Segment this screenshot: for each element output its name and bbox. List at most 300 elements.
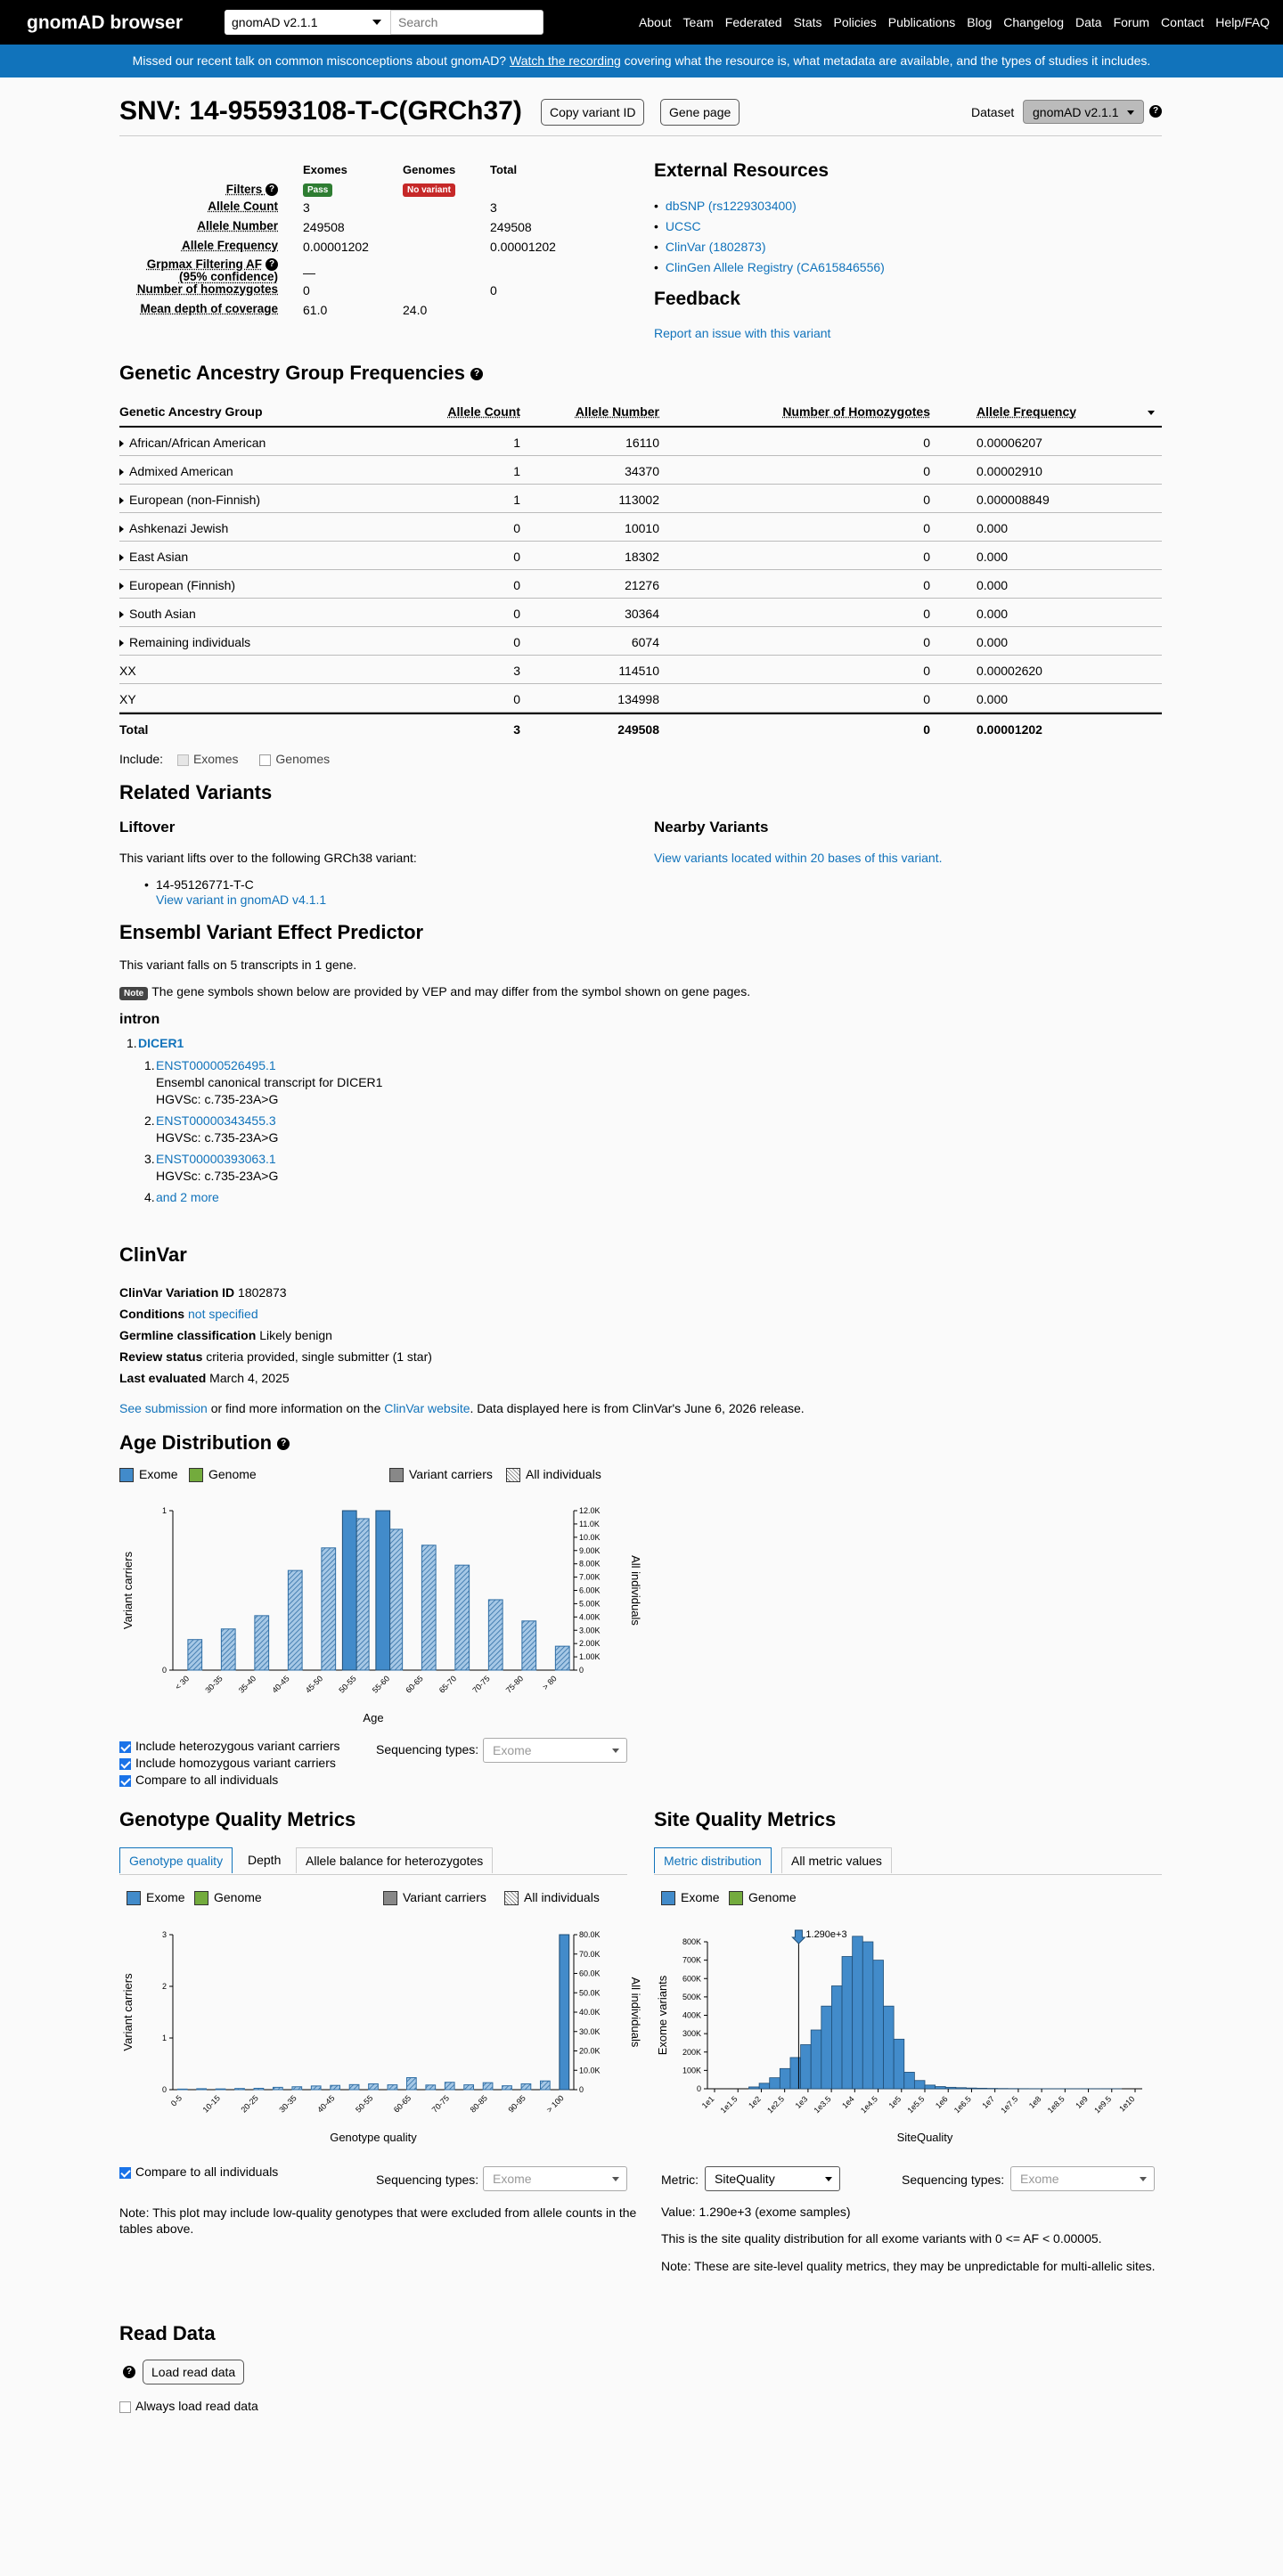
sort-desc-icon[interactable] bbox=[1148, 411, 1155, 415]
include-exomes-label: Exomes bbox=[192, 752, 239, 766]
allele-number-cell: 16110 bbox=[625, 436, 659, 450]
site-quality-bar bbox=[831, 1986, 842, 2090]
nearby-variants-link[interactable]: View variants located within 20 bases of this variant. bbox=[654, 851, 943, 865]
gene-number: 1. bbox=[127, 1036, 137, 1050]
filters-label bbox=[226, 183, 278, 196]
y2-tick-label: 70.0K bbox=[579, 1949, 601, 1959]
x-tick-label: 1e5.5 bbox=[905, 2094, 927, 2115]
clinvar-title: ClinVar bbox=[119, 1243, 187, 1266]
report-issue-link[interactable]: Report an issue with this variant bbox=[654, 326, 831, 340]
expand-arrow-icon[interactable] bbox=[119, 554, 124, 561]
clinvar-website-link[interactable]: ClinVar website bbox=[384, 1401, 470, 1415]
y2-tick-label: 12.0K bbox=[579, 1506, 601, 1515]
x-tick-label: 50-55 bbox=[354, 2093, 375, 2115]
all-individuals-bar bbox=[522, 1621, 536, 1670]
table-row[interactable] bbox=[119, 542, 1162, 570]
x-tick-label: 40-45 bbox=[270, 1674, 291, 1695]
transcript-number: 2. bbox=[144, 1113, 155, 1128]
expand-arrow-icon[interactable] bbox=[119, 497, 124, 504]
site-quality-bar bbox=[936, 2087, 946, 2089]
nav-link-help-faq[interactable]: Help/FAQ bbox=[1215, 15, 1270, 29]
y-tick-label: 3 bbox=[161, 1930, 167, 1939]
allele-number-cell: 134998 bbox=[617, 692, 659, 706]
brand-logo[interactable]: gnomAD browser bbox=[27, 12, 184, 33]
x-tick-label: 1e7.5 bbox=[999, 2094, 1020, 2115]
feedback-title: Feedback bbox=[654, 289, 740, 309]
y-tick-label: 0 bbox=[161, 1666, 167, 1675]
gq-compare-option[interactable] bbox=[119, 2164, 278, 2179]
seq-types-select[interactable] bbox=[1010, 2166, 1155, 2191]
legend-all-individuals bbox=[504, 1890, 600, 1905]
legend-genome-label: Genome bbox=[748, 1890, 797, 1904]
nav-link-about[interactable]: About bbox=[638, 15, 672, 29]
x-tick-label: 75-80 bbox=[503, 1674, 526, 1695]
group-name: Total bbox=[119, 722, 149, 737]
all-individuals-bar bbox=[274, 2087, 283, 2090]
y2-tick-label: 8.00K bbox=[579, 1559, 601, 1569]
site-quality-bar bbox=[977, 2088, 987, 2089]
group-cell bbox=[119, 464, 233, 478]
allele-number-cell: 113002 bbox=[618, 493, 659, 507]
site-quality-bar bbox=[842, 1957, 853, 2090]
y-axis-label: Exome variants bbox=[656, 1975, 669, 2056]
summary-exomes-value: 61.0 bbox=[303, 303, 328, 317]
y-tick-label: 0 bbox=[161, 2085, 167, 2094]
y-tick-label: 500K bbox=[682, 1992, 701, 2001]
allele-count-cell: 0 bbox=[513, 521, 520, 535]
x-tick-label: 1e5 bbox=[887, 2094, 903, 2111]
y2-tick-label: 10.0K bbox=[579, 2066, 601, 2075]
all-individuals-bar bbox=[421, 1545, 436, 1670]
table-row bbox=[119, 656, 1162, 684]
group-cell bbox=[119, 607, 196, 621]
expand-arrow-icon[interactable] bbox=[119, 469, 124, 476]
all-individuals-bar bbox=[483, 2083, 493, 2090]
include-genomes-option[interactable] bbox=[259, 752, 330, 766]
all-individuals-bar bbox=[541, 2081, 551, 2090]
x-tick-label: 50-55 bbox=[337, 1674, 358, 1695]
homozygotes-cell: 0 bbox=[923, 493, 930, 507]
allele-frequency-cell: 0.000 bbox=[977, 550, 1009, 564]
x-tick-label: 60-65 bbox=[391, 2093, 413, 2115]
genome-filter-badge: No variant bbox=[403, 183, 455, 197]
y2-tick-label: 80.0K bbox=[579, 1930, 601, 1939]
group-name: East Asian bbox=[129, 550, 189, 564]
table-header-row bbox=[119, 403, 1162, 428]
allele-number-cell: 10010 bbox=[625, 521, 659, 535]
y2-tick-label: 5.00K bbox=[579, 1599, 601, 1609]
banner-text: Missed our recent talk on common misconceptions about gnomAD? bbox=[132, 53, 507, 68]
dataset-dropdown[interactable] bbox=[1023, 100, 1144, 124]
seq-types-select[interactable] bbox=[483, 1738, 627, 1763]
x-tick-label: 70-75 bbox=[470, 1674, 492, 1695]
dataset-label: Dataset bbox=[971, 105, 1015, 119]
group-cell bbox=[119, 436, 266, 450]
tab-underline bbox=[654, 1874, 1162, 1875]
help-icon[interactable]: ? bbox=[123, 2366, 135, 2378]
all-individuals-bar bbox=[288, 1570, 302, 1670]
allele-count-cell: 0 bbox=[513, 607, 520, 621]
x-tick-label: 1e2 bbox=[747, 2094, 763, 2111]
summary-label bbox=[137, 283, 278, 296]
site-quality-bar bbox=[925, 2085, 936, 2089]
load-read-data-button[interactable]: Load read data bbox=[143, 2360, 244, 2384]
site-quality-bar bbox=[862, 1942, 873, 2089]
legend-swatch-carriers bbox=[383, 1891, 397, 1905]
legend-genome bbox=[194, 1890, 262, 1905]
allele-frequency-cell: 0.000008849 bbox=[977, 493, 1050, 507]
transcript-link[interactable]: ENST00000393063.1 bbox=[156, 1152, 276, 1166]
chevron-down-icon bbox=[1140, 2177, 1147, 2181]
y2-tick-label: 2.00K bbox=[579, 1639, 601, 1649]
clinvar-field-value: March 4, 2025 bbox=[209, 1371, 290, 1385]
th-allele-number[interactable]: Allele Number bbox=[575, 404, 659, 419]
gq-note: Note: This plot may include low-quality genotypes that were excluded from allele counts in the tables above. bbox=[119, 2205, 637, 2236]
homozygotes-cell: 0 bbox=[923, 635, 930, 649]
include-exomes-checkbox[interactable] bbox=[177, 754, 189, 766]
filters-label-text: Filters bbox=[225, 183, 263, 196]
external-link-item bbox=[654, 196, 885, 216]
opt-compare-all[interactable] bbox=[119, 1772, 340, 1789]
hgvsc-text: HGVSc: c.735-23A>G bbox=[156, 1169, 279, 1183]
clinvar-field bbox=[119, 1328, 332, 1342]
value-marker-arrow-icon bbox=[792, 1930, 805, 1944]
homozygotes-cell: 0 bbox=[923, 550, 930, 564]
all-individuals-bar bbox=[355, 1519, 369, 1670]
tab-metric-distribution[interactable]: Metric distribution bbox=[654, 1847, 772, 1873]
all-individuals-bar bbox=[177, 2089, 187, 2090]
site-quality-bar bbox=[759, 2083, 770, 2089]
summary-label-text: Grpmax Filtering AF bbox=[146, 257, 262, 271]
nav-link-federated[interactable]: Federated bbox=[724, 15, 782, 29]
clinvar-field-key: Conditions bbox=[119, 1307, 185, 1321]
sq-value-line: Value: 1.290e+3 (exome samples) bbox=[661, 2205, 851, 2219]
x-tick-label: 1e10 bbox=[1117, 2094, 1137, 2114]
y2-tick-label: 10.0K bbox=[579, 1532, 601, 1542]
table-row bbox=[119, 684, 1162, 713]
table-row[interactable] bbox=[119, 599, 1162, 627]
include-exomes-option[interactable] bbox=[177, 752, 239, 766]
nav-link-policies[interactable]: Policies bbox=[833, 15, 877, 29]
expand-arrow-icon[interactable] bbox=[119, 440, 124, 447]
clinvar-field-key: Germline classification bbox=[119, 1328, 257, 1342]
ancestry-title bbox=[119, 362, 483, 385]
all-individuals-bar bbox=[197, 2089, 207, 2090]
th-homozygotes[interactable]: Number of Homozygotes bbox=[782, 404, 930, 419]
help-icon[interactable]: ? bbox=[470, 368, 483, 380]
x-tick-label: > 80 bbox=[541, 1674, 559, 1692]
seq-types-label: Sequencing types: bbox=[376, 2172, 479, 2187]
homozygotes-cell: 0 bbox=[923, 692, 930, 706]
homozygotes-cell: 0 bbox=[923, 722, 930, 737]
vep-summary: This variant falls on 5 transcripts in 1 gene. bbox=[119, 958, 357, 972]
allele-frequency-cell: 0.000 bbox=[977, 635, 1009, 649]
bullet: • bbox=[654, 199, 658, 213]
y-axis-label: Variant carriers bbox=[121, 1973, 135, 2051]
chevron-down-icon bbox=[1127, 110, 1134, 115]
gq-chart bbox=[119, 1915, 654, 2148]
age-distribution-title bbox=[119, 1431, 290, 1455]
chevron-down-icon bbox=[612, 2177, 619, 2181]
announcement-banner bbox=[0, 45, 1283, 77]
opt-heterozygous[interactable] bbox=[119, 1738, 340, 1755]
clinvar-release-text: . Data displayed here is from ClinVar's June 6, 2026 release. bbox=[470, 1401, 805, 1415]
summary-exomes-value: — bbox=[303, 265, 315, 280]
x-tick-label: > 100 bbox=[544, 2093, 566, 2115]
summary-label bbox=[197, 220, 278, 232]
always-load-option[interactable] bbox=[119, 2399, 258, 2413]
external-link[interactable]: UCSC bbox=[665, 219, 701, 233]
homozygotes-cell: 0 bbox=[923, 464, 930, 478]
external-link[interactable]: dbSNP (rs1229303400) bbox=[665, 199, 797, 213]
checkbox[interactable] bbox=[119, 1758, 131, 1770]
allele-number-cell: 114510 bbox=[618, 664, 659, 678]
gene-page-button[interactable]: Gene page bbox=[660, 99, 740, 126]
nav-link-publications[interactable]: Publications bbox=[887, 15, 956, 29]
allele-number-cell: 30364 bbox=[625, 607, 659, 621]
expand-arrow-icon[interactable] bbox=[119, 640, 124, 647]
legend-swatch-exome bbox=[661, 1891, 675, 1905]
y2-tick-label: 40.0K bbox=[579, 2008, 601, 2017]
group-cell bbox=[119, 550, 188, 564]
see-submission-link[interactable]: See submission bbox=[119, 1401, 208, 1415]
table-row[interactable] bbox=[119, 513, 1162, 542]
dataset-select-value: gnomAD v2.1.1 bbox=[232, 15, 318, 29]
site-quality-bar bbox=[811, 2030, 821, 2089]
x-tick-label: 1e1 bbox=[699, 2094, 716, 2111]
table-row[interactable] bbox=[119, 627, 1162, 656]
y2-tick-label: 0 bbox=[579, 1666, 584, 1675]
table-row[interactable] bbox=[119, 570, 1162, 599]
x-tick-label: 90-95 bbox=[506, 2093, 527, 2115]
all-individuals-bar bbox=[521, 2083, 531, 2090]
sq-note: Note: These are site-level quality metrics, they may be unpredictable for multi-allelic sites. bbox=[661, 2259, 1156, 2273]
seq-types-select[interactable] bbox=[483, 2166, 627, 2191]
site-quality-bar bbox=[966, 2088, 977, 2089]
allele-count-cell: 3 bbox=[513, 722, 520, 737]
liftover-title: Liftover bbox=[119, 819, 176, 836]
help-icon[interactable]: ? bbox=[266, 183, 278, 196]
x-tick-label: 35-40 bbox=[236, 1674, 258, 1695]
legend-exome bbox=[661, 1890, 720, 1905]
transcript-link[interactable]: ENST00000343455.3 bbox=[156, 1113, 276, 1128]
site-quality-bar bbox=[853, 1936, 863, 2089]
y-tick-label: 100K bbox=[682, 2066, 701, 2075]
x-tick-label: 1e6.5 bbox=[952, 2094, 973, 2115]
x-tick-label: 1e2.5 bbox=[765, 2094, 787, 2115]
external-link[interactable]: ClinVar (1802873) bbox=[665, 240, 766, 254]
summary-total-value: 0.00001202 bbox=[490, 240, 556, 254]
all-individuals-bar bbox=[388, 2085, 397, 2090]
all-individuals-bar bbox=[349, 2084, 359, 2090]
group-name: XY bbox=[119, 692, 136, 706]
nav-link-contact[interactable]: Contact bbox=[1161, 15, 1205, 29]
th-allele-count[interactable]: Allele Count bbox=[447, 404, 520, 419]
summary-genomes-value: 24.0 bbox=[403, 303, 428, 317]
x-tick-label: 1e1.5 bbox=[718, 2094, 740, 2115]
nav-link-data[interactable]: Data bbox=[1075, 15, 1102, 29]
age-chart bbox=[119, 1496, 654, 1728]
all-individuals-bar bbox=[292, 2087, 302, 2090]
variant-summary-table bbox=[119, 160, 654, 347]
bullet: • bbox=[654, 240, 658, 254]
summary-label bbox=[147, 258, 278, 283]
x-tick-label: 55-60 bbox=[370, 1674, 392, 1695]
copy-variant-id-button[interactable]: Copy variant ID bbox=[541, 99, 644, 126]
hgvsc-text: HGVSc: c.735-23A>G bbox=[156, 1130, 279, 1145]
homozygotes-cell: 0 bbox=[923, 664, 930, 678]
gq-compare-label: Compare to all individuals bbox=[135, 2164, 279, 2179]
chevron-down-icon bbox=[372, 20, 381, 25]
checkbox[interactable] bbox=[119, 1775, 131, 1787]
liftover-bullet: • bbox=[144, 877, 149, 892]
all-individuals-bar bbox=[311, 2086, 321, 2090]
summary-total-value: 3 bbox=[490, 200, 497, 215]
ancestry-title-text: Genetic Ancestry Group Frequencies bbox=[119, 362, 465, 384]
clinvar-field bbox=[119, 1285, 287, 1300]
x-axis-label: SiteQuality bbox=[896, 2131, 953, 2144]
opt-label: Include homozygous variant carriers bbox=[135, 1756, 336, 1770]
y2-tick-label: 9.00K bbox=[579, 1545, 601, 1555]
value-marker-label: 1.290e+3 bbox=[805, 1929, 847, 1940]
allele-count-cell: 0 bbox=[513, 692, 520, 706]
y2-tick-label: 11.0K bbox=[579, 1519, 600, 1528]
group-name: Admixed American bbox=[129, 464, 233, 478]
tab-genotype-quality[interactable]: Genotype quality bbox=[119, 1847, 233, 1873]
clinvar-field-value[interactable]: not specified bbox=[188, 1307, 258, 1321]
site-quality-bar bbox=[904, 2072, 915, 2089]
dataset-select[interactable] bbox=[225, 10, 390, 35]
liftover-link[interactable]: View variant in gnomAD v4.1.1 bbox=[156, 893, 327, 907]
all-individuals-bar bbox=[555, 1646, 569, 1670]
show-more-transcripts-link[interactable]: and 2 more bbox=[156, 1190, 219, 1204]
read-data-title: Read Data bbox=[119, 2322, 216, 2344]
th-allele-frequency[interactable]: Allele Frequency bbox=[977, 404, 1077, 419]
help-icon[interactable]: ? bbox=[1149, 105, 1162, 118]
bullet: • bbox=[654, 219, 658, 233]
site-quality-bar bbox=[884, 2006, 895, 2089]
vep-note bbox=[119, 984, 750, 1000]
top-navbar bbox=[0, 0, 1283, 45]
clinvar-footer-text: or find more information on the bbox=[207, 1401, 385, 1415]
y2-tick-label: 20.0K bbox=[579, 2046, 601, 2056]
nav-link-blog[interactable]: Blog bbox=[967, 15, 993, 29]
related-variants-title: Related Variants bbox=[119, 781, 273, 803]
canonical-note: Ensembl canonical transcript for DICER1 bbox=[156, 1075, 383, 1089]
legend-exome-label: Exome bbox=[139, 1467, 178, 1481]
vep-title: Ensembl Variant Effect Predictor bbox=[119, 921, 424, 943]
banner-link[interactable]: Watch the recording bbox=[510, 53, 621, 68]
external-link[interactable]: ClinGen Allele Registry (CA615846556) bbox=[665, 260, 885, 274]
nav-link-forum[interactable]: Forum bbox=[1113, 15, 1150, 29]
banner-text-end: covering what the resource is, what metadata are available, and the types of studies it includes. bbox=[624, 53, 1151, 68]
search-input[interactable] bbox=[390, 10, 543, 35]
transcript-link[interactable]: ENST00000526495.1 bbox=[156, 1058, 276, 1072]
x-tick-label: 70-75 bbox=[429, 2093, 452, 2115]
legend-swatch-hatched bbox=[504, 1891, 519, 1905]
tab-allele-balance[interactable]: Allele balance for heterozygotes bbox=[296, 1847, 493, 1873]
opt-homozygous[interactable] bbox=[119, 1755, 340, 1772]
dataset-dropdown-value: gnomAD v2.1.1 bbox=[1033, 105, 1119, 119]
checkbox[interactable] bbox=[119, 2401, 131, 2413]
expand-arrow-icon[interactable] bbox=[119, 526, 124, 533]
legend-exome bbox=[127, 1890, 185, 1905]
site-quality-bar bbox=[873, 1961, 884, 2089]
allele-count-cell: 1 bbox=[513, 464, 520, 478]
all-individuals-bar bbox=[221, 1629, 235, 1670]
legend-carriers bbox=[383, 1890, 486, 1905]
y-tick-label: 200K bbox=[682, 2047, 701, 2057]
table-row[interactable] bbox=[119, 428, 1162, 456]
table-row[interactable] bbox=[119, 485, 1162, 513]
legend-genome bbox=[189, 1467, 257, 1482]
gene-link[interactable]: DICER1 bbox=[138, 1036, 184, 1050]
legend-exome bbox=[119, 1467, 178, 1482]
allele-count-cell: 0 bbox=[513, 635, 520, 649]
include-genomes-checkbox[interactable] bbox=[259, 754, 271, 766]
external-link-item bbox=[654, 257, 885, 278]
help-icon[interactable]: ? bbox=[277, 1438, 290, 1450]
tab-all-metric-values[interactable]: All metric values bbox=[781, 1847, 892, 1873]
consequence-heading: intron bbox=[119, 1012, 160, 1027]
expand-arrow-icon[interactable] bbox=[119, 611, 124, 618]
legend-swatch-genome bbox=[189, 1468, 203, 1482]
include-genomes-label: Genomes bbox=[275, 752, 331, 766]
allele-number-cell: 21276 bbox=[625, 578, 659, 592]
table-row[interactable] bbox=[119, 456, 1162, 485]
expand-arrow-icon[interactable] bbox=[119, 583, 124, 590]
help-icon[interactable]: ? bbox=[266, 258, 278, 271]
summary-label-text: Allele Number bbox=[197, 219, 278, 232]
x-tick-label: 60-65 bbox=[404, 1674, 425, 1695]
nav-link-changelog[interactable]: Changelog bbox=[1003, 15, 1065, 29]
opt-label: Compare to all individuals bbox=[135, 1773, 279, 1787]
variant-carriers-bar bbox=[376, 1511, 390, 1670]
all-individuals-bar bbox=[369, 2083, 379, 2090]
summary-label-text: Mean depth of coverage bbox=[140, 302, 278, 315]
legend-genome-label: Genome bbox=[208, 1467, 257, 1481]
nav-link-team[interactable]: Team bbox=[682, 15, 714, 29]
age-options bbox=[119, 1738, 340, 1789]
allele-count-cell: 3 bbox=[513, 664, 520, 678]
homozygotes-cell: 0 bbox=[923, 436, 930, 450]
legend-all-label: All individuals bbox=[526, 1467, 601, 1481]
gq-title: Genotype Quality Metrics bbox=[119, 1808, 356, 1830]
tab-underline bbox=[119, 1874, 627, 1875]
tab-depth[interactable]: Depth bbox=[239, 1847, 290, 1872]
hgvsc-text: HGVSc: c.735-23A>G bbox=[156, 1092, 279, 1106]
clinvar-field-key: Review status bbox=[119, 1349, 203, 1364]
x-tick-label: 1e4.5 bbox=[858, 2094, 879, 2115]
transcript-number: 1. bbox=[144, 1058, 155, 1072]
group-cell bbox=[119, 692, 136, 706]
table-total-row bbox=[119, 713, 1162, 741]
x-tick-label: 10-15 bbox=[200, 2093, 222, 2115]
group-name: Ashkenazi Jewish bbox=[129, 521, 229, 535]
allele-frequency-cell: 0.00006207 bbox=[977, 436, 1042, 450]
checkbox[interactable] bbox=[119, 2167, 131, 2179]
metric-select[interactable] bbox=[705, 2166, 840, 2191]
x-tick-label: 1e7 bbox=[980, 2094, 997, 2111]
th-group[interactable]: Genetic Ancestry Group bbox=[119, 404, 263, 419]
clinvar-field-value: Likely benign bbox=[259, 1328, 332, 1342]
divider bbox=[119, 135, 1162, 136]
group-name: South Asian bbox=[129, 607, 196, 621]
nav-link-stats[interactable]: Stats bbox=[793, 15, 822, 29]
x-tick-label: 0-5 bbox=[168, 2093, 184, 2108]
checkbox[interactable] bbox=[119, 1741, 131, 1753]
legend-carriers-label: Variant carriers bbox=[409, 1467, 493, 1481]
